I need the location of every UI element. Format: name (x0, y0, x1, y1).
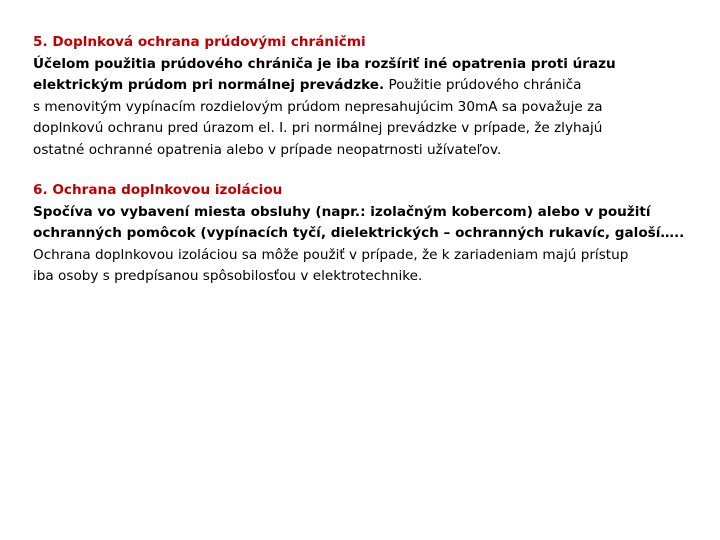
section-6-heading: 6. Ochrana doplnkovou izoláciou (33, 182, 283, 198)
section-5-line-2-bold: elektrickým prúdom pri normálnej prevádzke. (33, 77, 385, 94)
section-5 (33, 32, 693, 162)
section-5-line-4: doplnkovú ochranu pred úrazom el. I. pri normálnej prevádzke v prípade, že zlyhajú (33, 120, 603, 137)
section-6-line-2: ochranných pomôcok (vypínacích tyčí, dielektrických – ochranných rukavíc, galoší….. (33, 225, 685, 242)
section-6-line-3: Ochrana doplnkovou izoláciou sa môže použiť v prípade, že k zariadeniam majú prístup (33, 246, 629, 263)
section-5-line-5: ostatné ochranné opatrenia alebo v prípade neopatrnosti užívateľov. (33, 141, 502, 158)
section-6-line-1: Spočíva vo vybavení miesta obsluhy (napr.: izolačným kobercom) alebo v použití (33, 203, 651, 220)
section-6 (33, 180, 693, 288)
section-5-line-2-rest: Použitie prúdového chrániča (384, 77, 582, 94)
section-5-line-1: Účelom použitia prúdového chrániča je iba rozšíriť iné opatrenia proti úrazu (33, 55, 616, 72)
section-5-line-2 (33, 75, 693, 97)
section-6-line-4: iba osoby s predpísanou spôsobilosťou v elektrotechnike. (33, 268, 423, 285)
section-5-line-3: s menovitým vypínacím rozdielovým prúdom nepresahujúcim 30mA sa považuje za (33, 98, 603, 115)
section-5-heading: 5. Doplnková ochrana prúdovými chráničmi (33, 34, 366, 50)
